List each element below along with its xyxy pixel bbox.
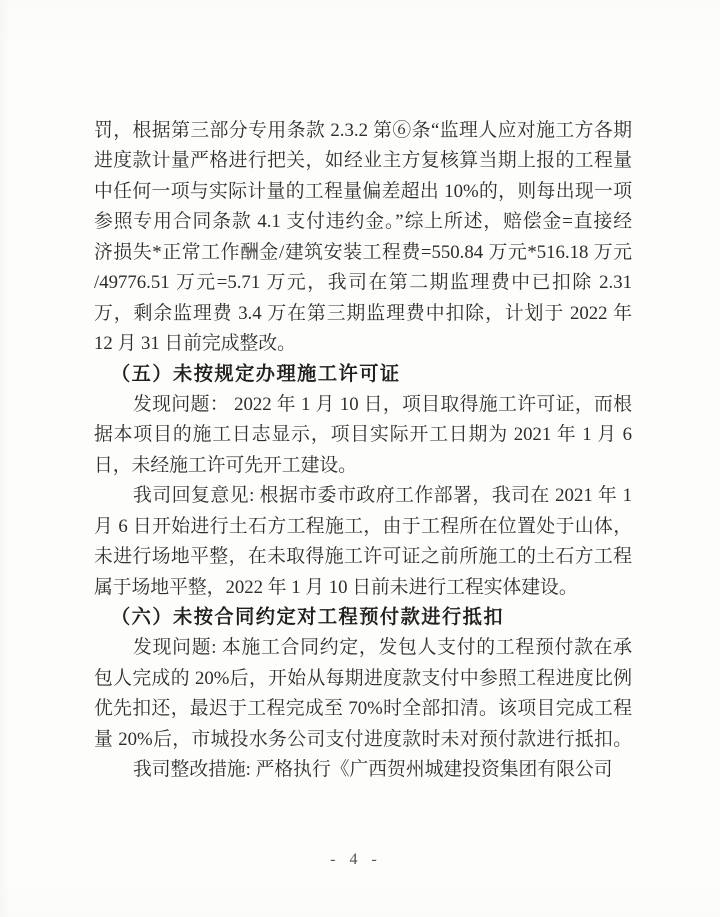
text-line: 中任何一项与实际计量的工程量偏差超出 10%的，则每出现一项 xyxy=(94,180,632,202)
page-number: - 4 - xyxy=(330,851,382,868)
text-line: 据本项目的施工日志显示，项目实际开工日期为 2021 年 1 月 6 xyxy=(94,424,632,446)
text-line: 发现问题: 本施工合同约定，发包人支付的工程预付款在承 xyxy=(133,637,632,659)
section-heading-5: （五）未按规定办理施工许可证 xyxy=(111,363,401,385)
document-body xyxy=(94,116,632,786)
text-line: 发现问题： 2022 年 1 月 10 日，项目取得施工许可证，而根 xyxy=(133,393,632,415)
text-line: 日，未经施工许可先开工建设。 xyxy=(94,454,357,476)
text-line: /49776.51 万元=5.71 万元，我司在第二期监理费中已扣除 2.31 xyxy=(94,272,632,294)
text-line: 万，剩余监理费 3.4 万在第三期监理费中扣除，计划于 2022 年 xyxy=(94,302,632,324)
text-line: 包人完成的 20%后，开始从每期进度款支付中参照工程进度比例 xyxy=(94,667,632,689)
section-heading-6: （六）未按合同约定对工程预付款进行抵扣 xyxy=(111,607,505,628)
text-line: 12 月 31 日前完成整改。 xyxy=(94,333,296,355)
text-line: 量 20%后，市城投水务公司支付进度款时未对预付款进行抵扣。 xyxy=(94,728,632,750)
text-line: 我司整改措施: 严格执行《广西贺州城建投资集团有限公司 xyxy=(133,759,613,781)
text-line: 参照专用合同条款 4.1 支付违约金。”综上所述，赔偿金=直接经 xyxy=(94,211,632,233)
text-line: 罚，根据第三部分专用条款 2.3.2 第⑥条“监理人应对施工方各期 xyxy=(94,120,632,141)
text-line: 属于场地平整，2022 年 1 月 10 日前未进行工程实体建设。 xyxy=(94,576,578,598)
text-line: 优先扣还，最迟于工程完成至 70%时全部扣清。该项目完成工程 xyxy=(94,698,632,720)
text-line: 进度款计量严格进行把关，如经业主方复核算当期上报的工程量 xyxy=(94,150,632,172)
text-line: 未进行场地平整，在未取得施工许可证之前所施工的土石方工程 xyxy=(94,546,632,568)
text-line: 我司回复意见: 根据市委市政府工作部署，我司在 2021 年 1 xyxy=(133,485,632,507)
text-line: 济损失*正常工作酬金/建筑安装工程费=550.84 万元*516.18 万元 xyxy=(94,241,632,263)
text-line: 月 6 日开始进行土石方工程施工，由于工程所在位置处于山体， xyxy=(94,515,632,537)
